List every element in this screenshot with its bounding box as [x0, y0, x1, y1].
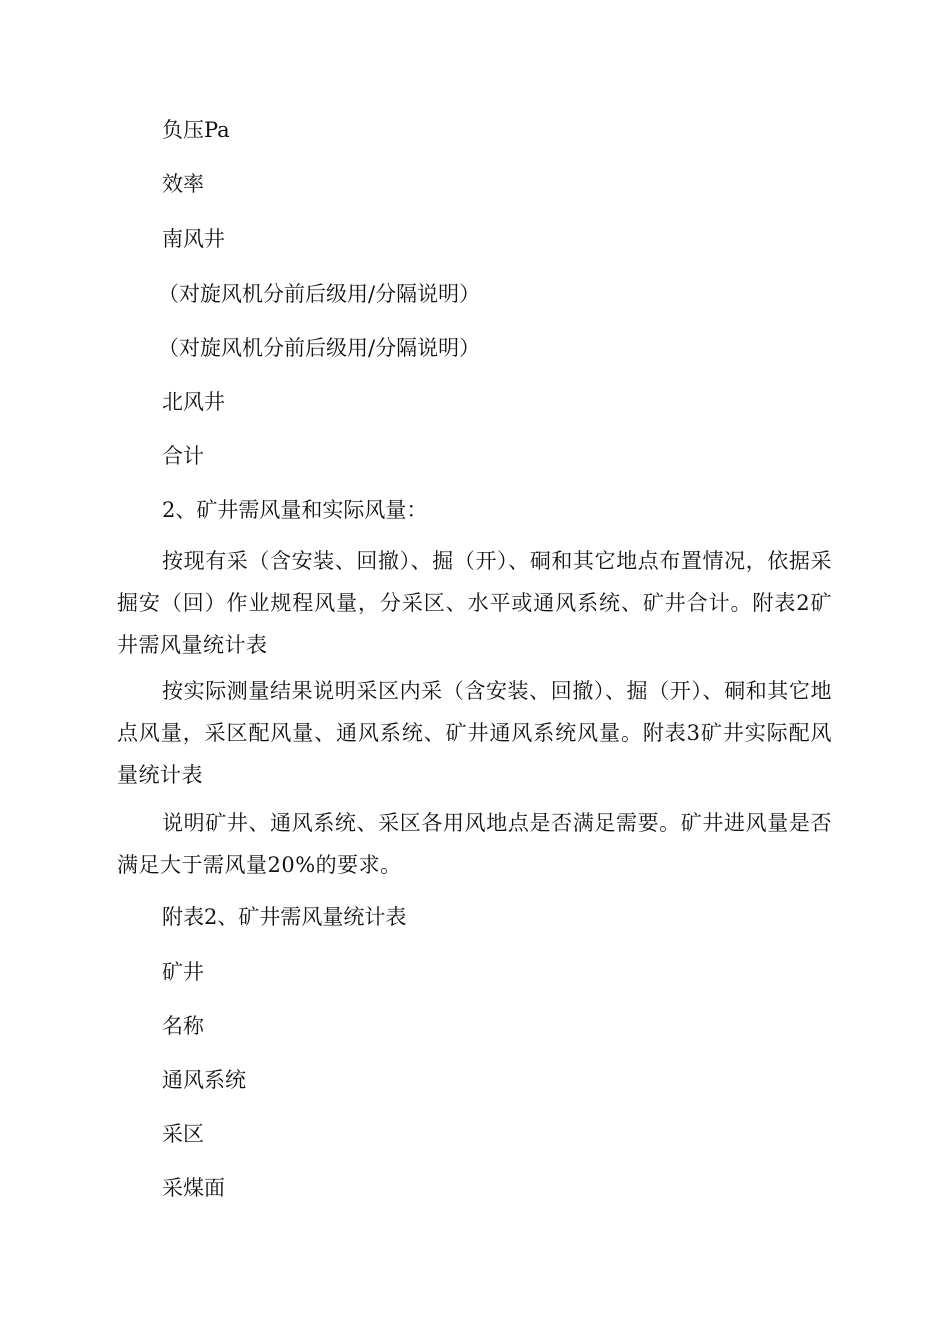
paragraph-actual-air: 按实际测量结果说明采区内采（含安装、回撤）、掘（开）、硐和其它地点风量，采区配风量、通风系统、矿井通风系统风量。附表3矿井实际配风量统计表: [117, 679, 832, 787]
table-caption: 附表2、矿井需风量统计表: [162, 905, 407, 929]
label-negative-pressure: 负压Pa: [162, 118, 230, 142]
table-header-name: 名称: [162, 1014, 204, 1038]
table-header-coal-face: 采煤面: [162, 1176, 225, 1200]
label-total: 合计: [162, 444, 204, 468]
table-header-mine: 矿井: [162, 960, 204, 984]
paragraph-requirement: 说明矿井、通风系统、采区各用风地点是否满足需要。矿井进风量是否满足大于需风量20%的要求。: [117, 811, 832, 877]
section-heading: 2、矿井需风量和实际风量：: [162, 498, 428, 522]
label-efficiency: 效率: [162, 172, 204, 196]
table-header-ventilation-system: 通风系统: [162, 1068, 246, 1092]
label-south-shaft: 南风井: [162, 227, 225, 251]
note-counter-rotating-fan-2: （对旋风机分前后级用/分隔说明）: [158, 336, 481, 360]
paragraph-required-air: 按现有采（含安装、回撤）、掘（开）、硐和其它地点布置情况，依据采掘安（回）作业规程风量，分采区、水平或通风系统、矿井合计。附表2矿井需风量统计表: [117, 549, 832, 657]
label-north-shaft: 北风井: [162, 390, 225, 414]
note-counter-rotating-fan-1: （对旋风机分前后级用/分隔说明）: [158, 282, 481, 306]
table-header-mining-area: 采区: [162, 1122, 204, 1146]
